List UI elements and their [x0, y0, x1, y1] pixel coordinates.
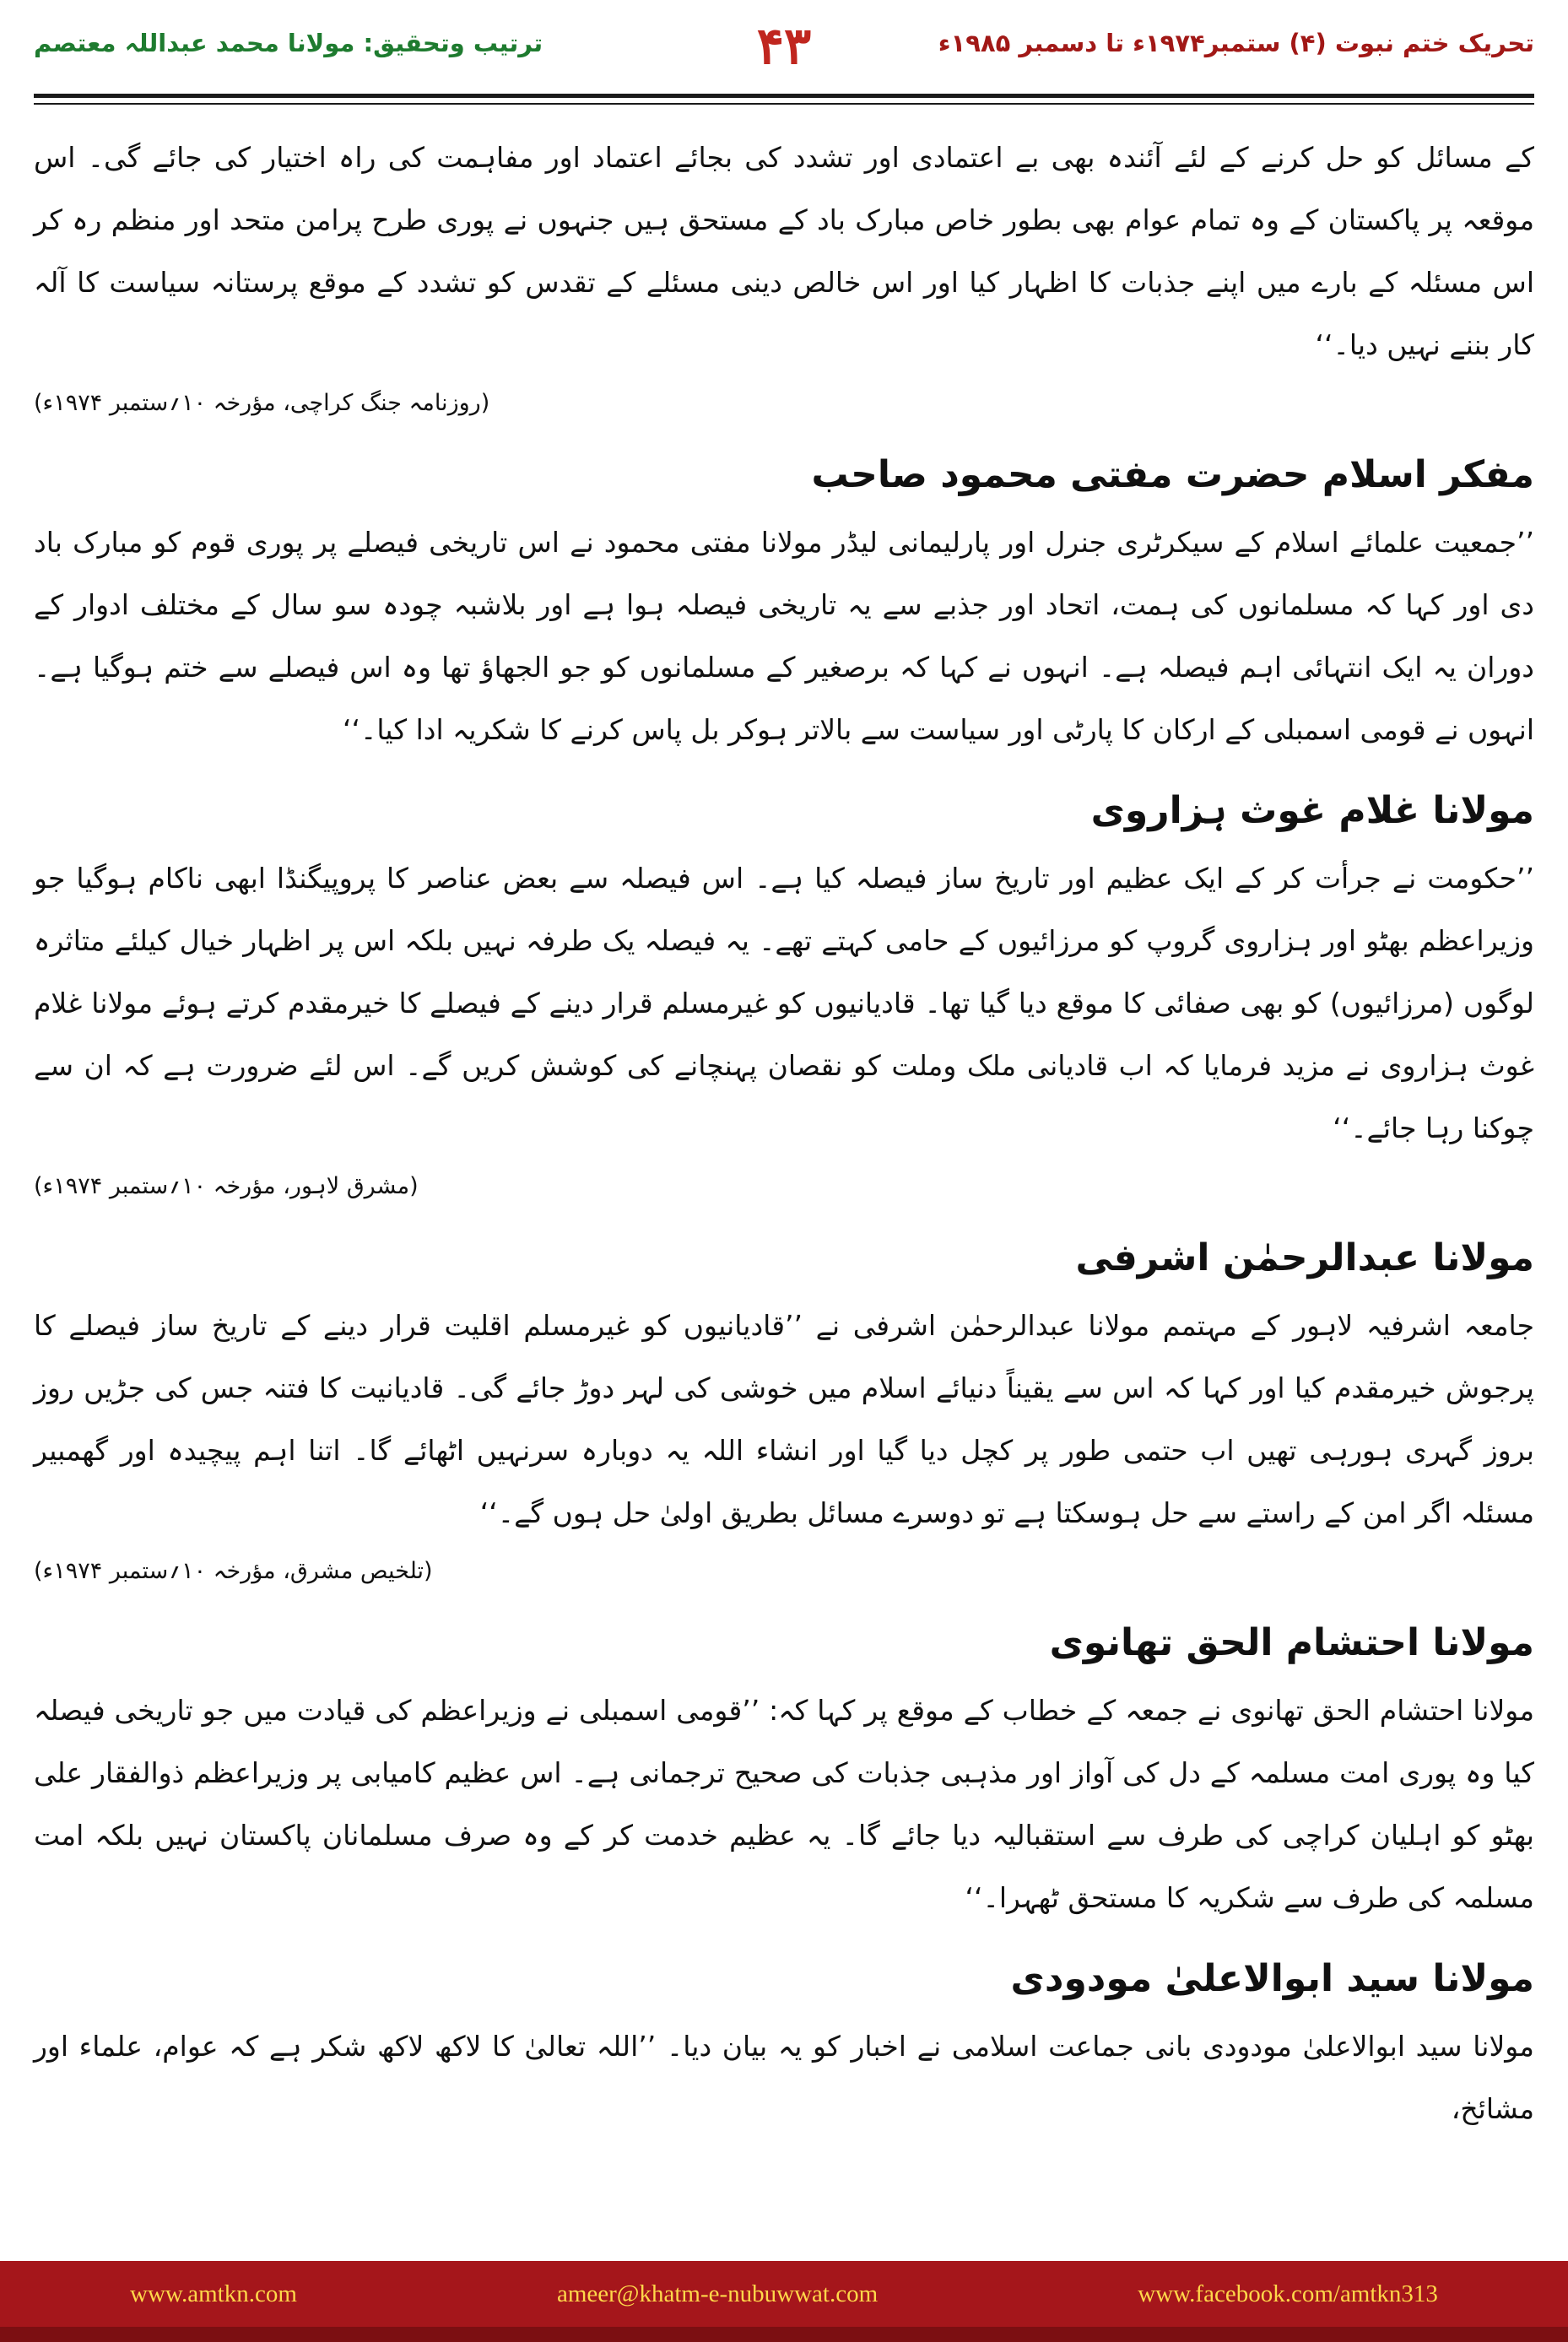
header-divider	[34, 94, 1534, 98]
section-maududi	[34, 1946, 1534, 2140]
source-citation: (مشرق لاہور، مؤرخہ ۱۰؍ستمبر ۱۹۷۴ء)	[34, 1173, 419, 1199]
paragraph: مولانا سید ابوالاعلیٰ مودودی بانی جماعت اسلامی نے اخبار کو یہ بیان دیا۔ ’’اللہ تعالیٰ کا لاکھ لاکھ شکر ہے کہ عوام، علماء اور مشائخ،	[34, 2030, 1534, 2125]
paragraph: ’’جمعیت علمائے اسلام کے سیکرٹری جنرل اور پارلیمانی لیڈر مولانا مفتی محمود نے اس تاریخی فیصلے پر پوری قوم کو مبارک باد دی اور کہا کہ مسلمانوں کی ہمت، اتحاد اور جذبے سے یہ تاریخی فیصلہ ہوا ہے اور بلاشبہ چودہ سو سال کے مختلف ادوار کے دوران یہ ایک انتہائی اہم فیصلہ ہے۔ انہوں نے کہا کہ برصغیر کے مسلمانوں کو جو الجھاؤ تھا وہ اس فیصلے سے ختم ہوگیا ہے۔ انہوں نے قومی اسمبلی کے ارکان کا پارٹی اور سیاست سے بالاتر ہوکر بل پاس کرنے کا شکریہ ادا کیا۔‘‘	[34, 526, 1534, 746]
footer-facebook-link[interactable]: www.facebook.com/amtkn313	[1138, 2280, 1438, 2307]
source-citation: (روزنامہ جنگ کراچی، مؤرخہ ۱۰؍ستمبر ۱۹۷۴ء)	[34, 390, 490, 416]
section-ehtisham-ul-haq-thanvi	[34, 1610, 1534, 1929]
series-title: تحریک ختم نبوت (۴) ستمبر۱۹۷۴ء تا دسمبر ۱۹۸۵ء	[938, 29, 1534, 57]
header-divider-thin	[34, 103, 1534, 105]
paragraph: ’’حکومت نے جرأت کر کے ایک عظیم اور تاریخ ساز فیصلہ کیا ہے۔ اس فیصلہ سے بعض عناصر کا پروپیگنڈا ابھی ناکام ہوگیا جو وزیراعظم بھٹو اور ہزاروی گروپ کو مرزائیوں کے حامی کہتے تھے۔ یہ فیصلہ یک طرفہ نہیں بلکہ اس پر اظہار خیال کیلئے متاثرہ لوگوں (مرزائیوں) کو بھی صفائی کا موقع دیا گیا تھا۔ قادیانیوں کو غیرمسلم قرار دینے کے فیصلے کا خیرمقدم کرتے ہوئے مولانا غلام غوث ہزاروی نے مزید فرمایا کہ اب قادیانی ملک وملت کو نقصان پہنچانے کی کوشش کریں گے۔ اس لئے ضرورت ہے کہ ان سے چوکنا رہا جائے۔‘‘	[34, 862, 1534, 1144]
page-body	[34, 127, 1534, 2224]
section-opening	[34, 127, 1534, 425]
page-header	[34, 17, 1534, 98]
compiler-credit: ترتیب وتحقیق: مولانا محمد عبداللہ معتصم	[34, 29, 543, 57]
section-heading: مولانا احتشام الحق تھانوی	[1049, 1621, 1534, 1664]
section-abdul-rahman-ashrafi	[34, 1225, 1534, 1593]
section-heading: مولانا عبدالرحمٰن اشرفی	[1075, 1236, 1534, 1279]
footer-website-link[interactable]: www.amtkn.com	[130, 2280, 297, 2307]
section-ghulam-ghous-hazarvi	[34, 778, 1534, 1209]
page-number: ۴۳	[756, 17, 812, 76]
section-mufti-mahmood	[34, 442, 1534, 761]
source-citation: (تلخیص مشرق، مؤرخہ ۱۰؍ستمبر ۱۹۷۴ء)	[34, 1558, 433, 1584]
footer-bottom-strip	[0, 2327, 1568, 2342]
section-heading: مفکر اسلام حضرت مفتی محمود صاحب	[811, 453, 1534, 496]
paragraph: جامعہ اشرفیہ لاہور کے مہتمم مولانا عبدالرحمٰن اشرفی نے ’’قادیانیوں کو غیرمسلم اقلیت قرار دینے کے تاریخ ساز فیصلے کا پرجوش خیرمقدم کیا اور کہا کہ اس سے یقیناً دنیائے اسلام میں خوشی کی لہر دوڑ جائے گی۔ قادیانیت کا فتنہ جس کی جڑیں روز بروز گہری ہورہی تھیں اب حتمی طور پر کچل دیا گیا اور انشاء اللہ یہ دوبارہ سرنہیں اٹھائے گا۔ اتنا اہم پیچیدہ اور گھمبیر مسئلہ اگر امن کے راستے سے حل ہوسکتا ہے تو دوسرے مسائل بطریق اولیٰ حل ہوں گے۔‘‘	[34, 1309, 1534, 1529]
paragraph: مولانا احتشام الحق تھانوی نے جمعہ کے خطاب کے موقع پر کہا کہ: ’’قومی اسمبلی نے وزیراعظم کی قیادت میں جو تاریخی فیصلہ کیا وہ پوری امت مسلمہ کے دل کی آواز اور مذہبی جذبات کی صحیح ترجمانی ہے۔ اس عظیم کامیابی پر وزیراعظم ذوالفقار علی بھٹو کو اہلیان کراچی کی طرف سے استقبالیہ دیا جائے گا۔ یہ عظیم خدمت کر کے وہ صرف مسلمانان پاکستان نہیں بلکہ امت مسلمہ کی طرف سے شکریہ کا مستحق ٹھہرا۔‘‘	[34, 1694, 1534, 1914]
footer-email-link[interactable]: ameer@khatm-e-nubuwwat.com	[556, 2280, 879, 2307]
section-heading: مولانا سید ابوالاعلیٰ مودودی	[1010, 1957, 1534, 2000]
section-heading: مولانا غلام غوث ہزاروی	[1090, 789, 1534, 832]
page-footer	[0, 2261, 1568, 2342]
paragraph: کے مسائل کو حل کرنے کے لئے آئندہ بھی بے اعتمادی اور تشدد کی بجائے اعتماد اور مفاہمت کی راہ اختیار کی جائے گی۔ اس موقعہ پر پاکستان کے وہ تمام عوام بھی بطور خاص مبارک باد کے مستحق ہیں جنہوں نے پوری طرح پرامن متحد اور منظم رہ کر اس مسئلہ کے بارے میں اپنے جذبات کا اظہار کیا اور اس خالص دینی مسئلے کے تقدس کو تشدد کے موقع پرستانہ سیاست کا آلہ کار بننے نہیں دیا۔‘‘	[34, 141, 1534, 361]
